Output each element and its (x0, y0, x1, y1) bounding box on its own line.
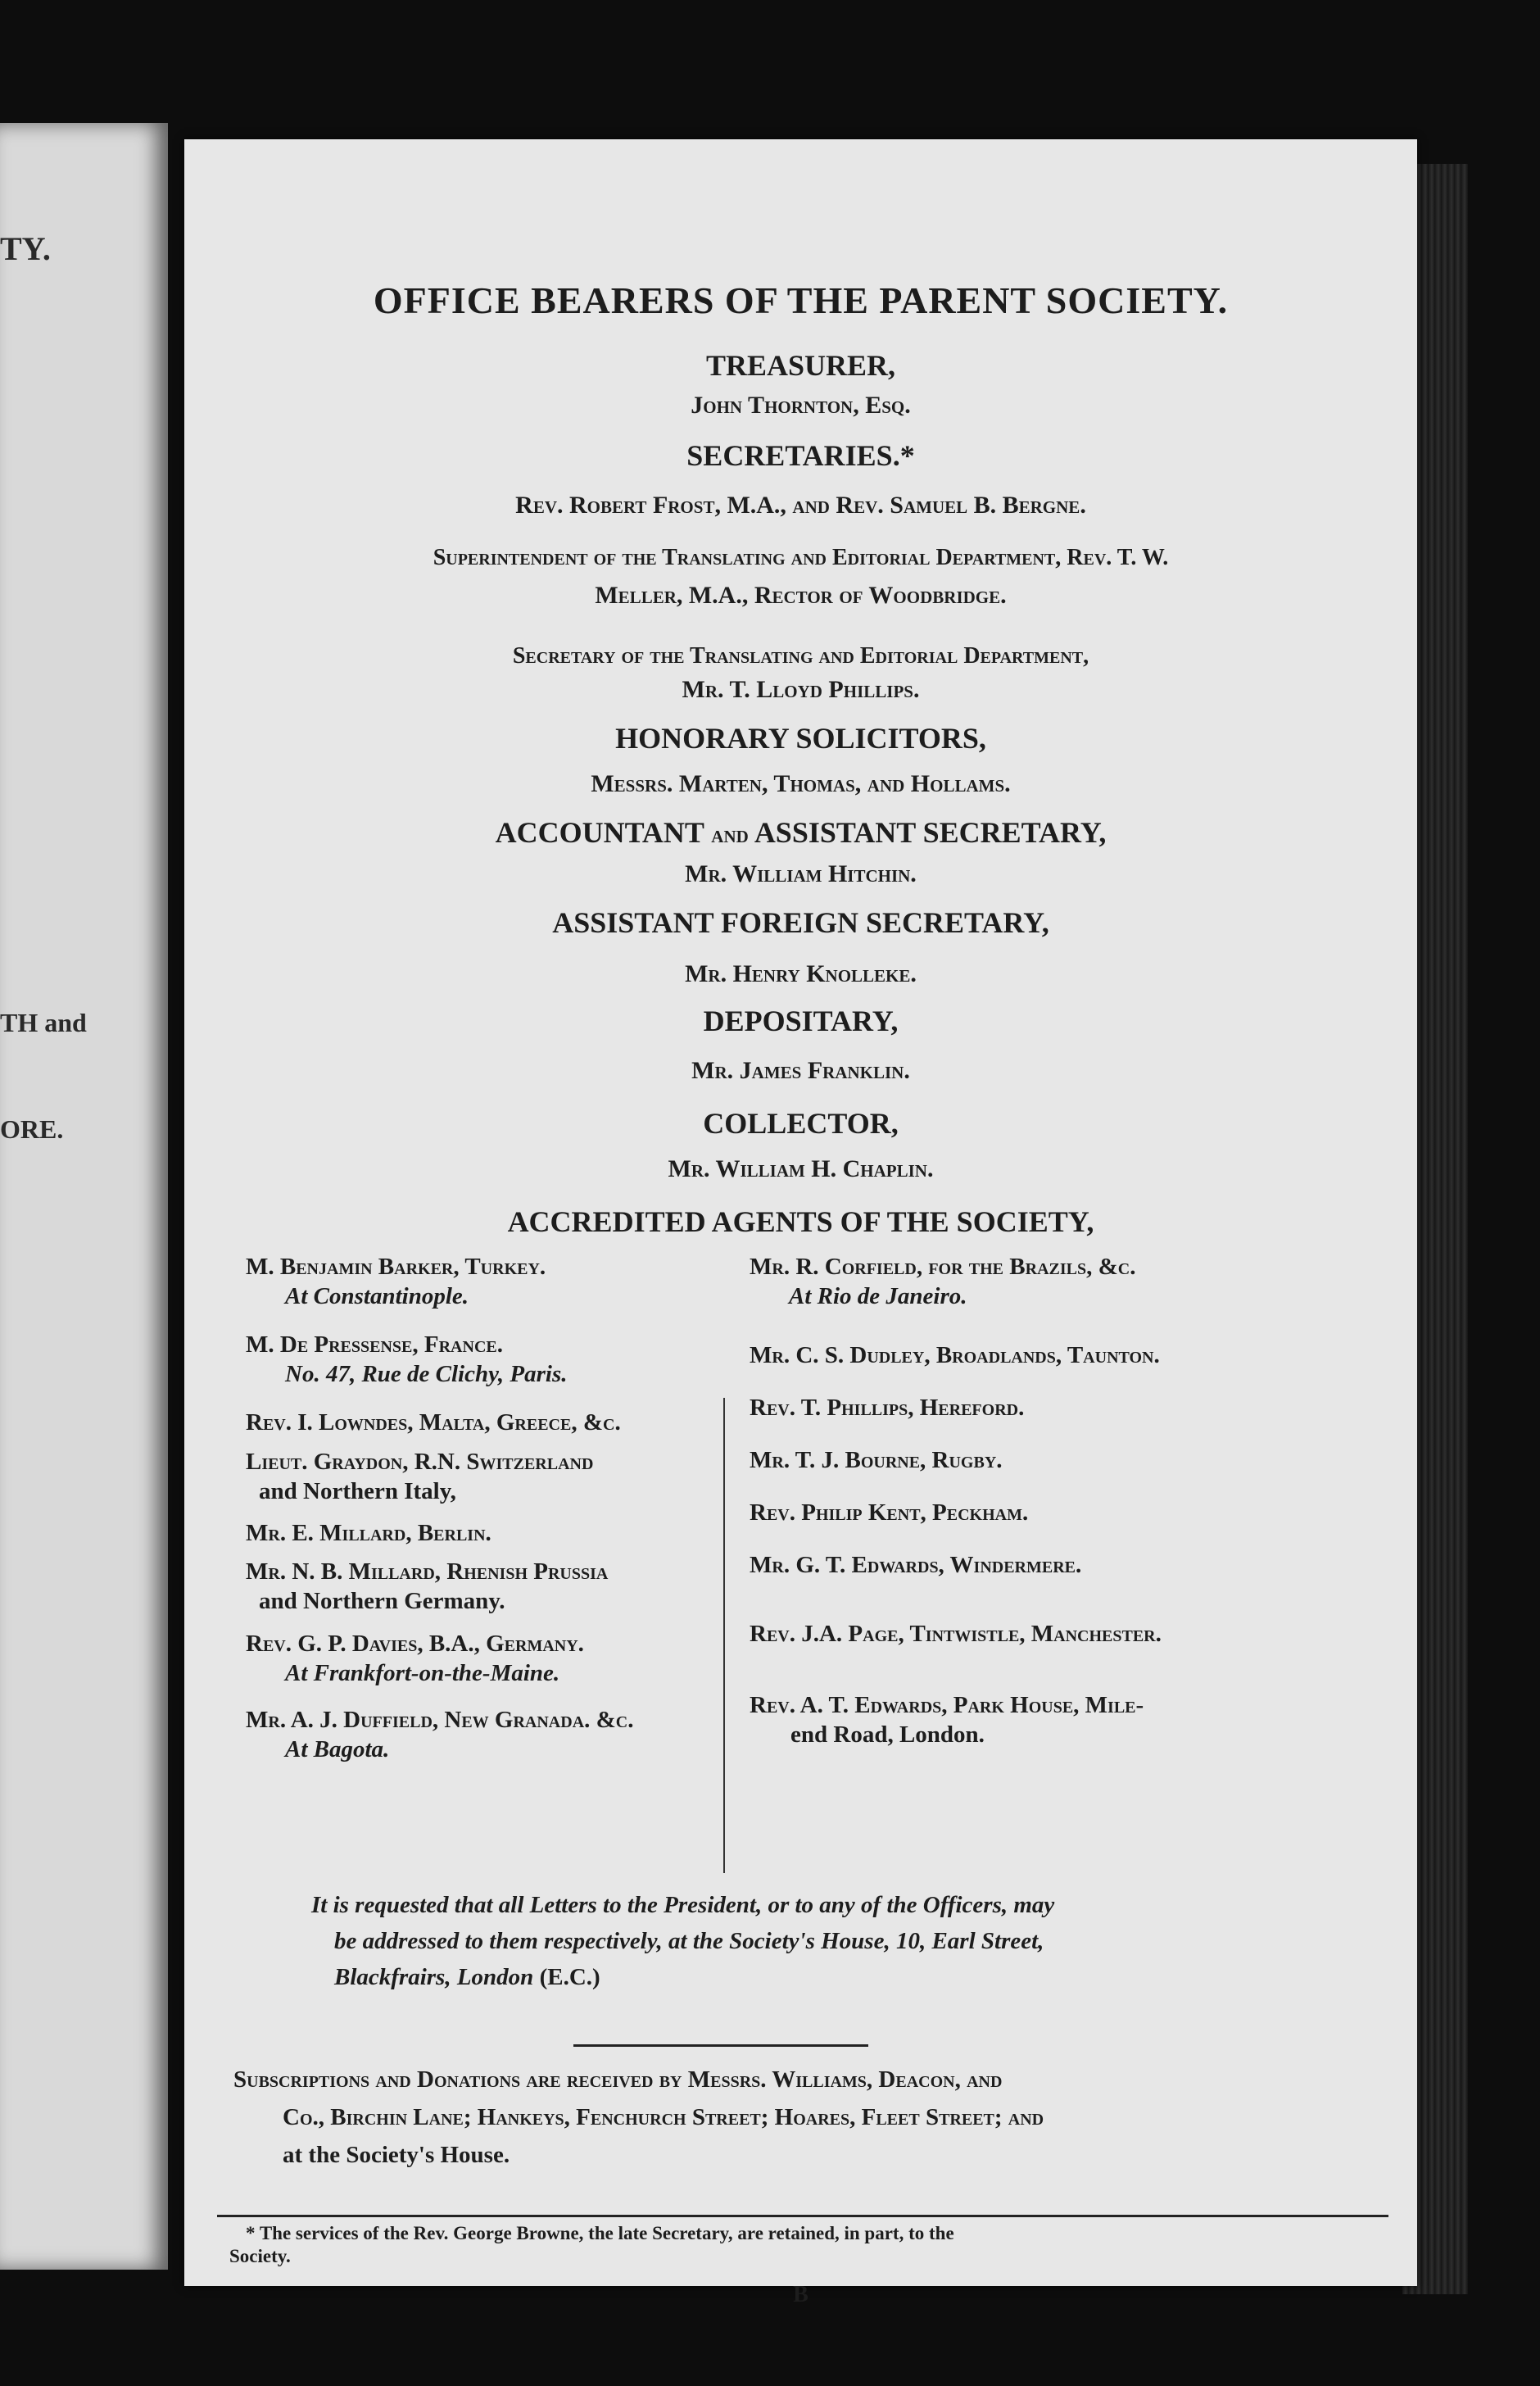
request-note (311, 1887, 1376, 1995)
request-note-line: be addressed to them respectively, at the Society's House, 10, Earl Street, (334, 1928, 1044, 1954)
agent-entry (246, 1557, 608, 1616)
page-title: OFFICE BEARERS OF THE PARENT SOCIETY. (373, 279, 1229, 321)
agent-entry (246, 1705, 633, 1764)
footnote-line: Society. (229, 2246, 291, 2266)
agent-entry (750, 1690, 1144, 1749)
subscriptions-line: Co., Birchin Lane; Hankeys, Fenchurch Street; Hoares, Fleet Street; and (283, 2104, 1044, 2130)
agent-entry (750, 1393, 1024, 1422)
accountant-heading-a: ACCOUNTANT (495, 816, 704, 849)
section-divider (573, 2044, 868, 2047)
foreign-secretary-heading: ASSISTANT FOREIGN SECRETARY, (552, 906, 1049, 939)
agent-entry (246, 1252, 546, 1311)
agent-main: Rev. A. T. Edwards, Park House, Mile- (750, 1692, 1144, 1718)
request-note-line: It is requested that all Letters to the President, or to any of the Officers, may (311, 1892, 1055, 1918)
agent-location: At Frankfort-on-the-Maine. (285, 1660, 560, 1686)
agent-entry (246, 1330, 568, 1389)
agent-main: Rev. Philip Kent, Peckham. (750, 1499, 1029, 1526)
agent-entry (750, 1619, 1162, 1649)
subscriptions-note (233, 2061, 1380, 2174)
agent-entry (246, 1447, 593, 1506)
treasurer-name: John Thornton, Esq. (691, 392, 911, 419)
solicitors-heading: HONORARY SOLICITORS, (615, 722, 986, 755)
agent-location: At Constantinople. (285, 1283, 469, 1309)
collector-heading: COLLECTOR, (703, 1107, 899, 1140)
subscriptions-line: Subscriptions and Donations are received by Messrs. Williams, Deacon, and (233, 2066, 1003, 2093)
agent-main: Lieut. Graydon, R.N. Switzerland (246, 1449, 594, 1475)
accountant-heading-and: and (711, 821, 749, 848)
agent-main: Rev. J.A. Page, Tintwistle, Manchester. (750, 1621, 1162, 1647)
agent-main: Mr. T. J. Bourne, Rugby. (750, 1447, 1003, 1473)
agent-entry (246, 1629, 584, 1688)
foreign-secretary-name: Mr. Henry Knolleke. (685, 960, 917, 987)
footnote-line: * The services of the Rev. George Browne, the late Secretary, are retained, in part, to the (246, 2223, 954, 2243)
solicitors-names: Messrs. Marten, Thomas, and Hollams. (591, 770, 1011, 797)
facing-page-fragment: ORE. (0, 1114, 64, 1144)
secretaries-heading: SECRETARIES.* (686, 439, 915, 472)
superintendent-line-2: Meller, M.A., Rector of Woodbridge. (595, 582, 1007, 609)
secretaries-names: Rev. Robert Frost, M.A., and Rev. Samuel B. Bergne. (515, 492, 1086, 519)
treasurer-heading: TREASURER, (705, 349, 896, 382)
footnote-rule (217, 2215, 1388, 2217)
agent-main: M. De Pressense, France. (246, 1331, 503, 1358)
translating-secretary-line-2: Mr. T. Lloyd Phillips. (682, 676, 920, 703)
agent-entry (750, 1340, 1160, 1370)
agent-entry (750, 1498, 1028, 1527)
agent-continuation: and Northern Italy, (259, 1478, 456, 1504)
agent-entry (246, 1518, 491, 1548)
depositary-heading: DEPOSITARY, (703, 1005, 899, 1037)
agent-main: Rev. T. Phillips, Hereford. (750, 1395, 1025, 1421)
agents-right-column (750, 1252, 1405, 1875)
accountant-heading (184, 815, 1417, 850)
accountant-name: Mr. William Hitchin. (685, 860, 917, 887)
agent-entry (246, 1408, 621, 1437)
agent-main: Rev. I. Lowndes, Malta, Greece, &c. (246, 1409, 621, 1436)
agent-location: At Rio de Janeiro. (789, 1283, 967, 1309)
request-note-postcode: (E.C.) (539, 1964, 600, 1990)
agent-continuation: end Road, London. (790, 1721, 985, 1748)
signature-mark: B (793, 2282, 808, 2307)
agent-main: Mr. R. Corfield, for the Brazils, &c. (750, 1254, 1136, 1280)
page (184, 139, 1417, 2307)
request-note-line: Blackfrairs, London (334, 1964, 534, 1990)
agents-heading: ACCREDITED AGENTS OF THE SOCIETY, (507, 1205, 1094, 1238)
agent-main: M. Benjamin Barker, Turkey. (246, 1254, 546, 1280)
agent-main: Rev. G. P. Davies, B.A., Germany. (246, 1631, 584, 1657)
facing-page-left (0, 123, 168, 2270)
superintendent-line-1: Superintendent of the Translating and Editorial Department, Rev. T. W. (433, 545, 1169, 570)
footnote (229, 2222, 1393, 2268)
agent-location: No. 47, Rue de Clichy, Paris. (285, 1361, 568, 1387)
accountant-heading-b: ASSISTANT SECRETARY, (754, 816, 1107, 849)
agents-left-column (246, 1252, 721, 1875)
agent-entry (750, 1252, 1135, 1311)
translating-secretary-line-1: Secretary of the Translating and Editorial Department, (512, 643, 1089, 669)
agent-entry (750, 1445, 1003, 1475)
depositary-name: Mr. James Franklin. (691, 1057, 910, 1084)
agent-location: At Bagota. (285, 1736, 390, 1762)
collector-name: Mr. William H. Chaplin. (668, 1155, 934, 1182)
facing-page-fragment: TH and (0, 1008, 87, 1037)
agent-main: Mr. G. T. Edwards, Windermere. (750, 1552, 1082, 1578)
subscriptions-line: at the Society's House. (283, 2142, 510, 2168)
agent-continuation: and Northern Germany. (259, 1588, 505, 1614)
agents-column-divider (723, 1398, 725, 1873)
agent-entry (750, 1550, 1081, 1580)
facing-page-fragment: TY. (0, 230, 51, 267)
agent-main: Mr. C. S. Dudley, Broadlands, Taunton. (750, 1342, 1160, 1368)
agent-main: Mr. E. Millard, Berlin. (246, 1520, 491, 1546)
agent-main: Mr. N. B. Millard, Rhenish Prussia (246, 1558, 609, 1585)
agent-main: Mr. A. J. Duffield, New Granada. &c. (246, 1707, 634, 1733)
